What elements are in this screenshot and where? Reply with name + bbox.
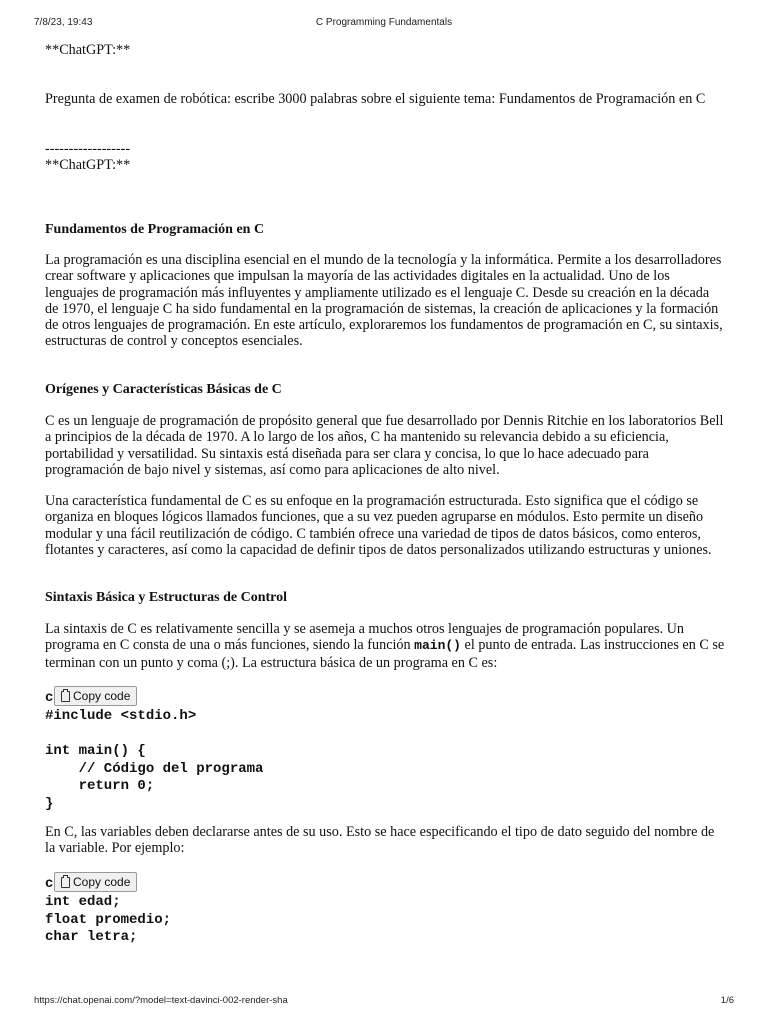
clipboard-icon [61, 877, 70, 888]
clipboard-icon [61, 691, 70, 702]
paragraph: En C, las variables deben declararse antes de su uso. Esto se hace especificando el tipo de dato seguido del nombre de la variable. Por ejemplo: [45, 824, 715, 857]
copy-code-label: Copy code [73, 875, 131, 889]
inline-code: main() [414, 638, 461, 654]
page-number: 1/6 [720, 995, 734, 1006]
print-title: C Programming Fundamentals [315, 17, 453, 28]
paragraph-text: el punto de entrada. Las instrucciones en C se terminan con un punto y coma (;). La estructura básica de un programa en C es: [45, 637, 725, 671]
code-language-label: c [45, 690, 54, 706]
copy-code-button[interactable] [54, 872, 137, 892]
speaker-label: **ChatGPT:** [45, 42, 131, 58]
section-heading: Orígenes y Características Básicas de C [45, 382, 282, 397]
code-block [45, 872, 725, 952]
code-block [45, 686, 725, 816]
code-text: #include <stdio.h> int main() { // Código del programa return 0; } [45, 708, 264, 812]
speaker-label: **ChatGPT:** [45, 157, 131, 173]
print-datetime: 7/8/23, 19:43 [34, 17, 93, 28]
paragraph-text: La sintaxis de C es relativamente sencilla y se asemeja a muchos otros lenguajes de programación populares. Un programa en C consta de una o más funciones, siendo la función [45, 621, 685, 654]
paragraph: La programación es una disciplina esencial en el mundo de la tecnología y la informática. Permite a los desarrolladores crear software y aplicaciones que impulsan la mayoría de las actividades digitales en la actualidad. Uno de los lenguajes de programación más influyentes y ampliamente utilizado es el lenguaje C. Desde su creación en la década de 1970, el lenguaje C ha sido fundamental en la programación de sistemas, la creación de aplicaciones y la formación de otros lenguajes de programación. En este artículo, exploraremos los fundamentos de programación en C, su sintaxis, estructuras de control y conceptos esenciales. [45, 252, 723, 350]
print-footer [0, 995, 768, 1009]
code-text: int edad; float promedio; char letra; [45, 894, 172, 945]
paragraph [45, 621, 725, 671]
prompt-text: Pregunta de examen de robótica: escribe 3000 palabras sobre el siguiente tema: Fundamentos de Programación en C [45, 91, 706, 107]
copy-code-label: Copy code [73, 689, 131, 703]
code-language-label: c [45, 876, 54, 892]
section-heading: Fundamentos de Programación en C [45, 222, 265, 237]
copy-code-button[interactable] [54, 686, 137, 706]
page-url: https://chat.openai.com/?model=text-davinci-002-render-sha [34, 995, 288, 1006]
print-header [0, 17, 768, 31]
separator-line: ------------------ [45, 141, 131, 157]
paragraph: C es un lenguaje de programación de propósito general que fue desarrollado por Dennis Ritchie en los laboratorios Bell a principios de la década de 1970. A lo largo de los años, C ha mantenido su relevancia debido a su eficiencia, portabilidad y versatilidad. Su sintaxis está diseñada para ser clara y concisa, lo que lo hace adecuado para programación de bajo nivel y sistemas, así como para aplicaciones de alto nivel. [45, 413, 724, 478]
paragraph: Una característica fundamental de C es su enfoque en la programación estructurada. Esto significa que el código se organiza en bloques lógicos llamados funciones, que a su vez pueden agruparse en módulos. Esto permite un diseño modular y una fácil reutilización de código. C también ofrece una variedad de tipos de datos básicos, como enteros, flotantes y caracteres, así como la capacidad de definir tipos de datos personalizados utilizando estructuras y uniones. [45, 493, 712, 558]
section-heading: Sintaxis Básica y Estructuras de Control [45, 590, 288, 605]
